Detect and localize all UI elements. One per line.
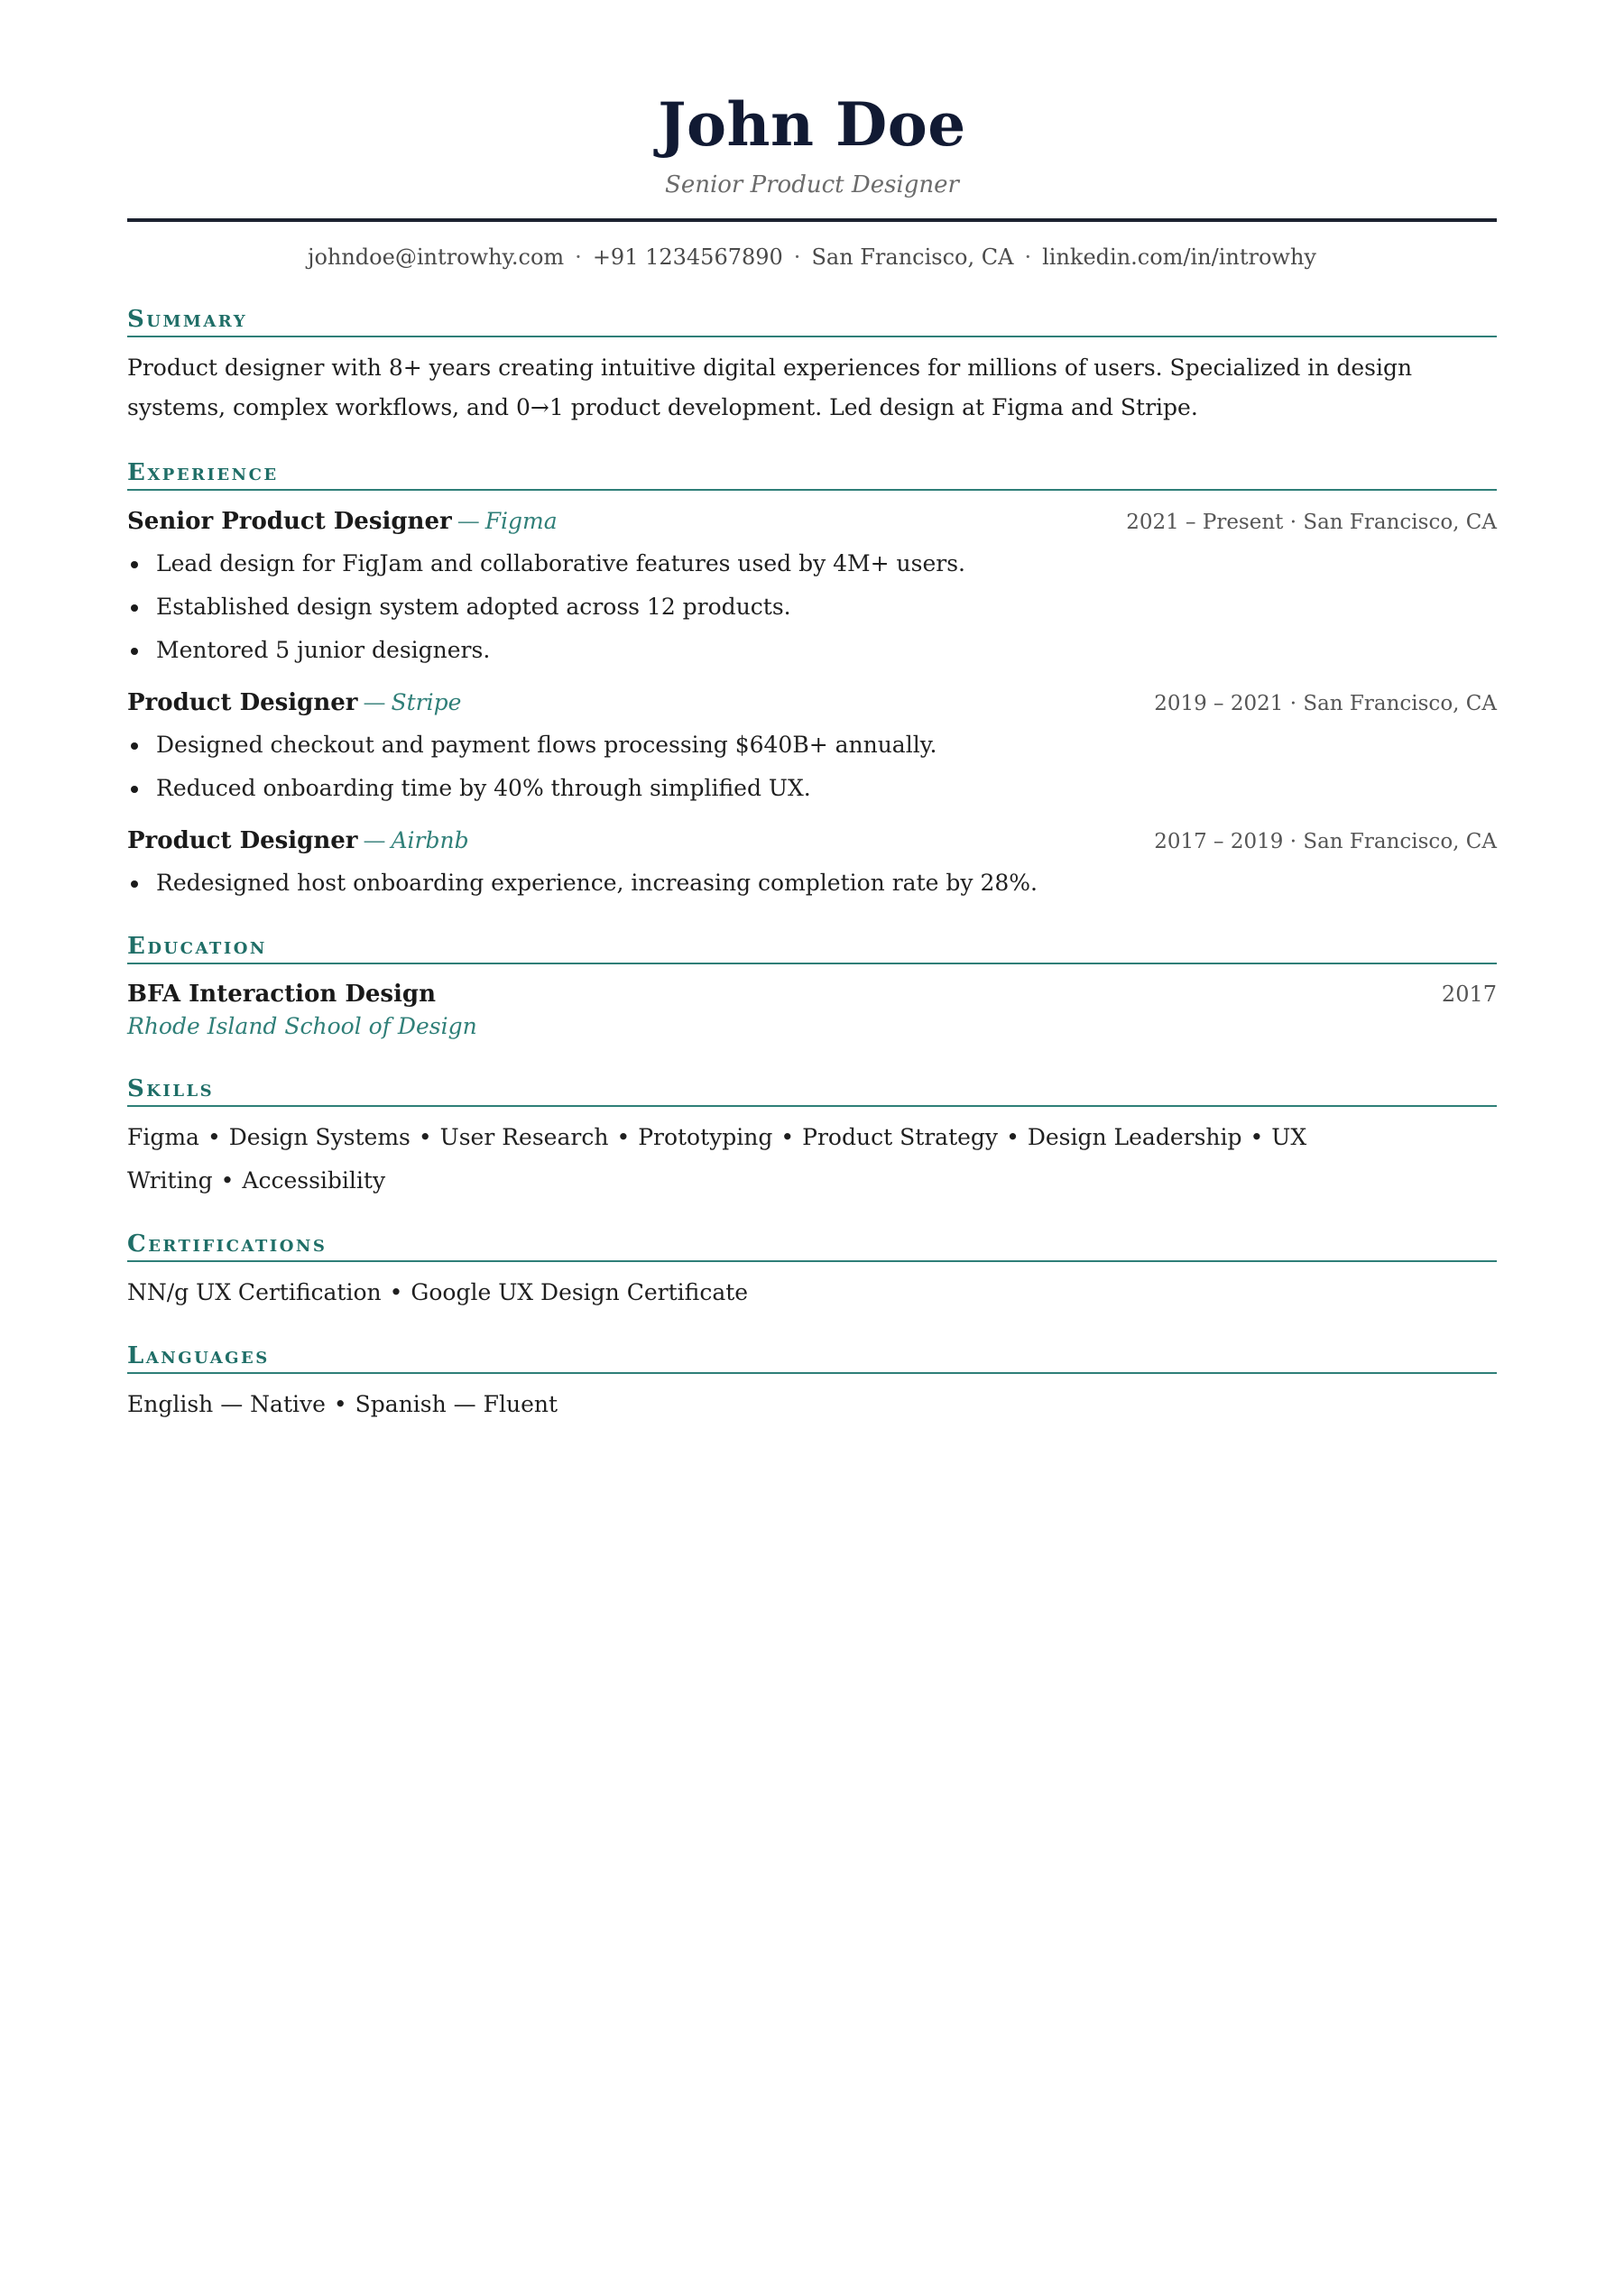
job-bullet: Reduced onboarding time by 40% through simplified UX. [127,767,1497,810]
education-degree: BFA Interaction Design [127,981,436,1008]
job-company: Figma [484,508,558,534]
skills-heading: Skills [127,1074,1497,1107]
languages-section [127,1341,1497,1426]
job-bullet: Mentored 5 junior designers. [127,629,1497,672]
contact-separator: · [1024,244,1032,270]
certification-item: Google UX Design Certificate [411,1279,749,1305]
skill-item: User Research [439,1124,609,1150]
job-title-line [127,503,558,539]
summary-text: Product designer with 8+ years creating intuitive digital experiences for millions of users. Specialized in design systems, complex workflows, and 0→1 product development. Led design at Figma and Stripe. [127,355,1413,420]
education-section [127,932,1497,1042]
job-meta: 2019 – 2021 · San Francisco, CA [1154,692,1497,715]
certification-item: NN/g UX Certification [127,1279,382,1305]
summary-heading: Summary [127,305,1497,337]
languages-list [127,1383,1497,1426]
education-heading: Education [127,932,1497,964]
education-header [127,977,1497,1011]
education-year: 2017 [1441,982,1497,1007]
certifications-heading: Certifications [127,1230,1497,1262]
list-separator: • [1006,1124,1020,1150]
job-bullets [127,862,1497,905]
job-bullet: Redesigned host onboarding experience, increasing completion rate by 28%. [127,862,1497,905]
job-title-line [127,685,461,721]
job-role: Product Designer [127,827,358,854]
list-separator: • [1250,1124,1264,1150]
contact-location: San Francisco, CA [811,244,1014,270]
job-entry [127,823,1497,905]
list-separator: • [616,1124,631,1150]
job-company: Airbnb [391,827,469,853]
job-company: Stripe [391,689,462,715]
job-entry [127,503,1497,672]
job-header [127,685,1497,722]
contact-line [127,242,1497,272]
certifications-list [127,1271,1497,1314]
skill-item: Design Leadership [1027,1124,1242,1150]
candidate-name: John Doe [658,89,966,160]
skills-section [127,1074,1497,1203]
job-bullet: Lead design for FigJam and collaborative features used by 4M+ users. [127,542,1497,585]
language-item: English — Native [127,1391,326,1417]
job-dash: — [457,508,480,534]
job-bullets [127,724,1497,810]
job-meta: 2021 – Present · San Francisco, CA [1126,511,1497,534]
job-meta: 2017 – 2019 · San Francisco, CA [1154,830,1497,853]
job-header [127,823,1497,860]
skill-item: Product Strategy [802,1124,999,1150]
skill-item: Design Systems [228,1124,411,1150]
certifications-section [127,1230,1497,1314]
summary-section [127,305,1497,428]
job-header [127,503,1497,540]
skill-item: Figma [127,1124,199,1150]
list-separator: • [207,1124,221,1150]
skill-item: Accessibility [242,1167,386,1194]
job-dash: — [363,827,386,853]
list-separator: • [418,1124,432,1150]
experience-section [127,458,1497,905]
job-entry [127,685,1497,810]
contact-separator: · [793,244,801,270]
list-separator: • [220,1167,235,1194]
list-separator: • [389,1279,403,1305]
experience-heading: Experience [127,458,1497,491]
list-separator: • [780,1124,795,1150]
job-role: Product Designer [127,689,358,716]
skills-list [127,1116,1497,1203]
contact-email[interactable]: johndoe@introwhy.com [308,244,565,270]
education-entry [127,977,1497,1042]
contact-linkedin[interactable]: linkedin.com/in/introwhy [1042,244,1316,270]
education-school: Rhode Island School of Design [127,1013,477,1039]
job-role: Senior Product Designer [127,508,452,535]
job-title-line [127,823,469,859]
job-bullet: Established design system adopted across 12 products. [127,585,1497,629]
job-bullet: Designed checkout and payment flows processing $640B+ annually. [127,724,1497,767]
candidate-title: Senior Product Designer [665,171,959,198]
skill-item: Prototyping [638,1124,773,1150]
header-divider [127,218,1497,222]
language-item: Spanish — Fluent [355,1391,558,1417]
languages-heading: Languages [127,1341,1497,1374]
job-dash: — [363,689,386,715]
list-separator: • [333,1391,347,1417]
contact-phone[interactable]: +91 1234567890 [592,244,783,270]
skill-item: UX Writing [127,1124,1307,1194]
contact-separator: · [575,244,582,270]
job-bullets [127,542,1497,672]
